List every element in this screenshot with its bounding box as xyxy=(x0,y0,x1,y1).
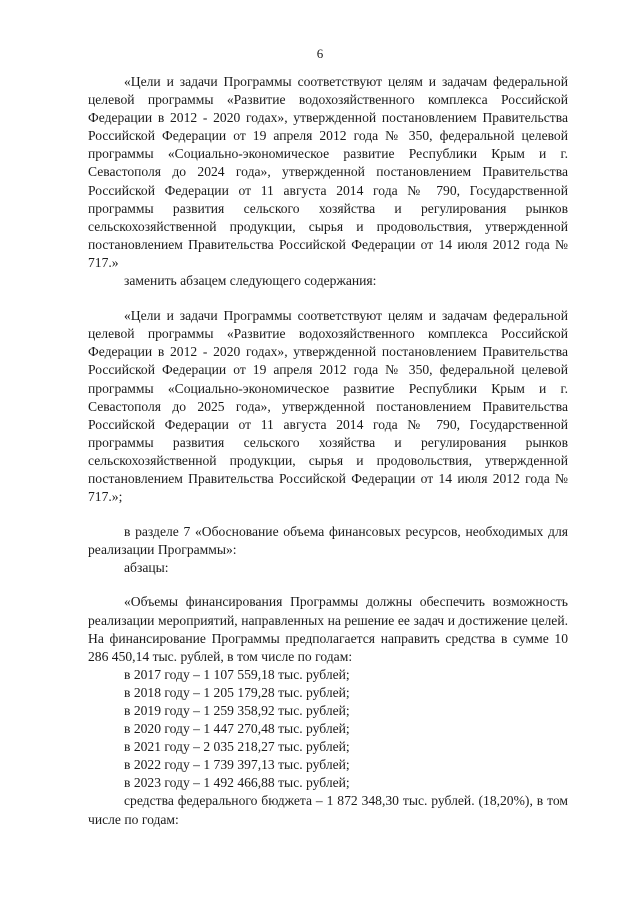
replace-instruction: заменить абзацем следующего содержания: xyxy=(124,273,377,289)
list-item: в 2023 году – 1 492 466,88 тыс. рублей; xyxy=(124,775,350,791)
list-item: в 2018 году – 1 205 179,28 тыс. рублей; xyxy=(124,684,350,700)
page-number: 6 xyxy=(316,46,324,61)
yearly-amounts-list xyxy=(88,666,568,793)
list-item: в 2020 году – 1 447 270,48 тыс. рублей; xyxy=(124,721,350,737)
federal-budget-paragraph: средства федерального бюджета – 1 872 348,30 тыс. рублей. (18,20%), в том числе по годам: xyxy=(88,793,568,827)
list-item: в 2021 году – 2 035 218,27 тыс. рублей; xyxy=(124,739,350,755)
list-item: в 2019 году – 1 259 358,92 тыс. рублей; xyxy=(124,703,350,718)
quoted-paragraph-old: «Цели и задачи Программы соответствуют целям и задачам федеральной целевой программы «Развитие водохозяйственного комплекса Российской Федерации в 2012 - 2020 годах», утвержденной постановлением Правительства Российской Федерации от 19 апреля 2012 года № 350, федеральной целевой программы «Социально-экономическое развитие Республики Крым и г. Севастополя до 2024 года», утвержденной постановлением Правительства Российской Федерации от 11 августа 2014 года № 790, Государственной программы развития сельского хозяйства и регулирования рынков сельскохозяйственной продукции, сырья и продовольствия, утвержденной постановлением Правительства Российской Федерации от 14 июля 2012 года № 717.» xyxy=(88,74,568,270)
section-reference: в разделе 7 «Обоснование объема финансовых ресурсов, необходимых для реализации Программы»: xyxy=(88,524,568,558)
quoted-paragraph-new: «Цели и задачи Программы соответствуют целям и задачам федеральной целевой программы «Развитие водохозяйственного комплекса Российской Федерации в 2012 - 2020 годах», утвержденной постановлением Правительства Российской Федерации от 19 апреля 2012 года № 350, федеральной целевой программы «Социально-экономическое развитие Республики Крым и г. Севастополя до 2025 года», утвержденной постановлением Правительства Российской Федерации от 11 августа 2014 года № 790, Государственной программы развития сельского хозяйства и регулирования рынков сельскохозяйственной продукции, сырья и продовольствия, утвержденной постановлением Правительства Российской Федерации от 14 июля 2012 года № 717.»; xyxy=(88,308,568,505)
list-item: в 2017 году – 1 107 559,18 тыс. рублей; xyxy=(124,666,350,682)
document-body xyxy=(88,73,568,829)
financing-volumes-paragraph: «Объемы финансирования Программы должны обеспечить возможность реализации мероприятий, направленных на решение ее задач и достижение целей. На финансирование Программы предполагается направить средства в сумме 10 286 450,14 тыс. рублей, в том числе по годам: xyxy=(88,594,568,664)
list-item: в 2022 году – 1 739 397,13 тыс. рублей; xyxy=(124,757,350,773)
paragraphs-label: абзацы: xyxy=(124,560,169,576)
